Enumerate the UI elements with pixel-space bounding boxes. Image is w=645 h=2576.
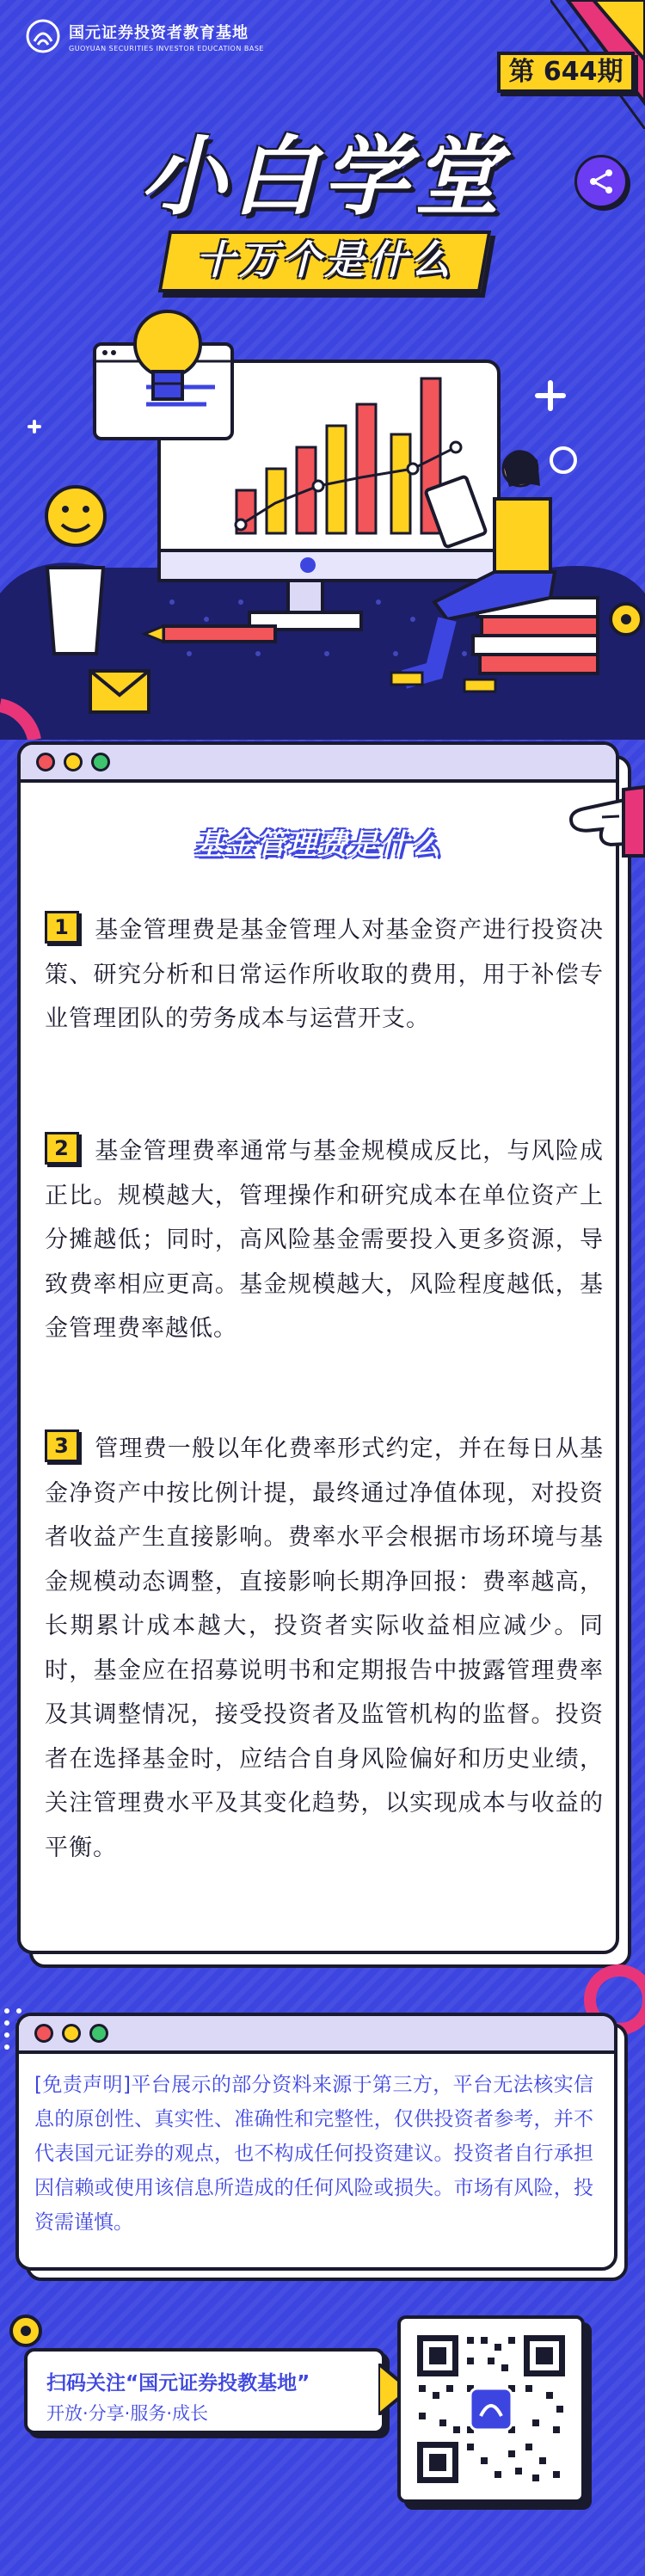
- point-1: [45, 908, 604, 1042]
- close-dot-icon: [34, 2024, 53, 2043]
- window-titlebar: [21, 745, 616, 783]
- point-text: 基金管理费率通常与基金规模成反比，与风险成正比。规模越大，管理操作和研究成本在单位资产上分摊越低；同时，高风险基金需要投入更多资源，导致费率相应更高。基金规模越大，风险程度越低，基金管理费率越低。: [45, 1138, 604, 1342]
- logo-name-cn: 国元证券投资者教育基地: [69, 23, 249, 42]
- content-window: [17, 741, 619, 1954]
- page-title: 小白学堂: [140, 126, 505, 227]
- point-number-badge: 3: [45, 1429, 79, 1462]
- follow-card: [24, 2348, 385, 2434]
- maximize-dot-icon: [89, 2024, 108, 2043]
- page-subtitle: 十万个是什么: [195, 237, 454, 283]
- qr-code[interactable]: [397, 2315, 585, 2503]
- yellow-ring-decoration: [7, 2312, 45, 2350]
- point-number-badge: 1: [45, 911, 79, 944]
- logo-name-en: GUOYUAN SECURITIES INVESTOR EDUCATION BASE: [69, 44, 264, 52]
- minimize-dot-icon: [62, 2024, 81, 2043]
- point-number-badge: 2: [45, 1132, 79, 1165]
- article-title: 基金管理费是什么: [194, 827, 442, 862]
- close-dot-icon: [36, 753, 55, 772]
- slogan: 开放·分享·服务·成长: [46, 2403, 209, 2424]
- hero-illustration: [0, 292, 645, 740]
- logo-mark-icon: [26, 19, 60, 53]
- window-titlebar: [19, 2016, 614, 2054]
- pointing-hand-icon: [550, 774, 645, 869]
- disclaimer-text: [免责声明]平台展示的部分资料来源于第三方，平台无法核实信息的原创性、真实性、准确性和完整性，仅供投资者参考，并不代表国元证券的观点，也不构成任何投资建议。投资者自行承担因信赖或使用该信息所造成的任何风险或损失。市场有风险，投资需谨慎。: [34, 2074, 593, 2234]
- share-button[interactable]: [574, 155, 628, 208]
- brand-logo: [26, 19, 264, 53]
- issue-number-badge: 第 644期: [497, 52, 635, 93]
- point-text: 基金管理费是基金管理人对基金资产进行投资决策、研究分析和日常运作所收取的费用，用于补偿专业管理团队的劳务成本与运营开支。: [45, 917, 604, 1032]
- minimize-dot-icon: [64, 753, 83, 772]
- follow-prompt: 扫码关注“国元证券投教基地”: [46, 2372, 310, 2395]
- point-text: 管理费一般以年化费率形式约定，并在每日从基金净资产中按比例计提，最终通过净值体现，对投资者收益产生直接影响。费率水平会根据市场环境与基金规模动态调整，直接影响长期净回报：费率越高，长期累计成本越大，投资者实际收益相应减少。同时，基金应在招募说明书和定期报告中披露管理费率及其调整情况，接受投资者及监管机构的监督。投资者在选择基金时，应结合自身风险偏好和历史业绩，关注管理费水平及其变化趋势，以实现成本与收益的平衡。: [45, 1436, 604, 1861]
- qr-code-image: [414, 2332, 568, 2487]
- maximize-dot-icon: [91, 753, 110, 772]
- disclaimer-window: [15, 2013, 617, 2271]
- point-2: [45, 1129, 604, 1351]
- point-3: [45, 1427, 604, 1870]
- share-icon: [587, 167, 616, 196]
